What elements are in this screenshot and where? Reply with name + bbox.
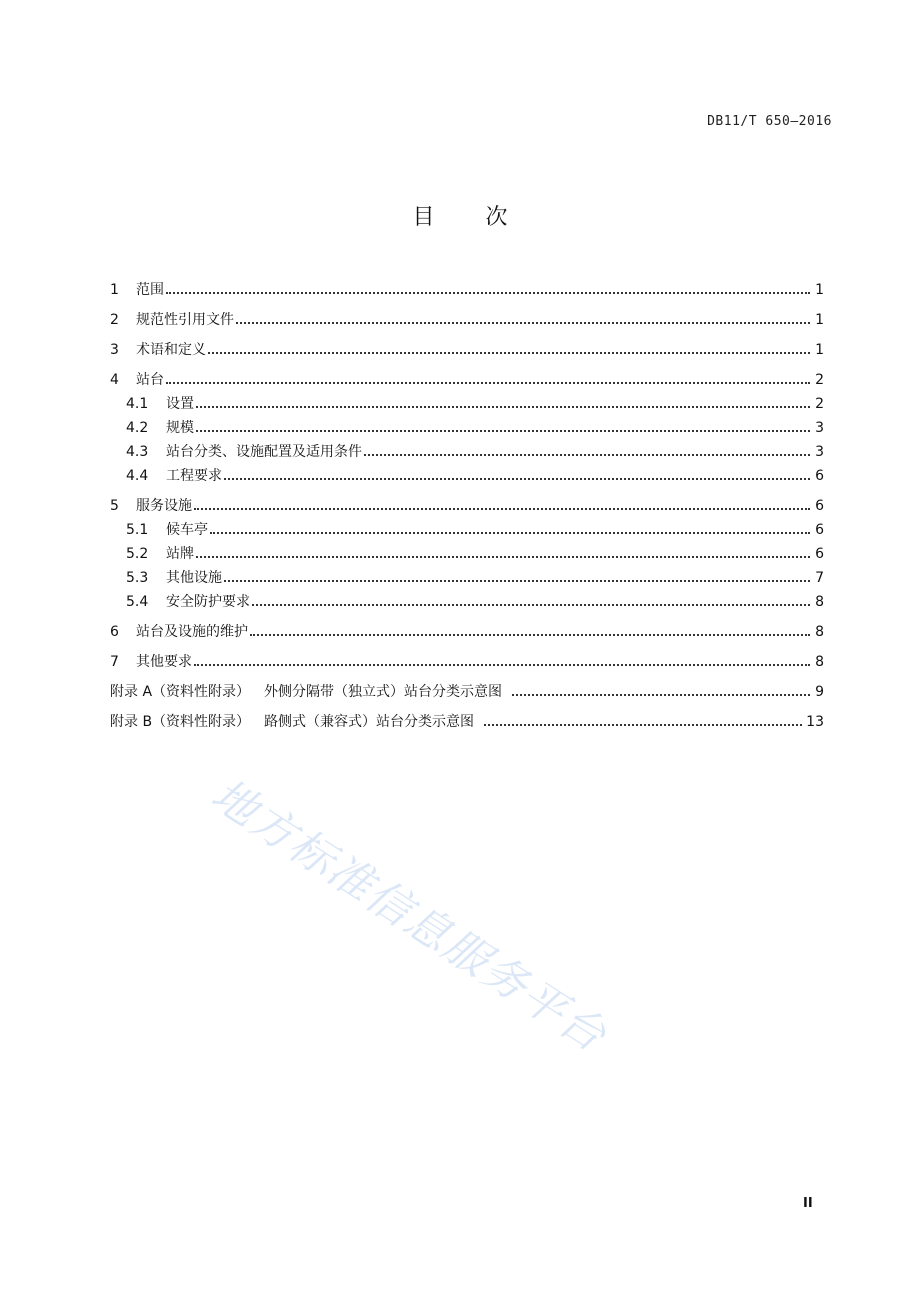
toc-label: 候车亭: [166, 522, 208, 538]
toc-number: 4.1: [126, 396, 149, 412]
toc-entry-appendix-a[interactable]: [110, 680, 824, 704]
leader-dots: [250, 634, 810, 636]
toc-entry-4[interactable]: [110, 368, 824, 392]
toc-entry-7[interactable]: [110, 650, 824, 674]
toc-page: 6: [815, 522, 824, 538]
leader-dots: [194, 664, 810, 666]
toc-number: 2: [110, 312, 119, 328]
toc-entry-4-2[interactable]: [110, 416, 824, 440]
toc-number: 5.1: [126, 522, 149, 538]
toc-page: 1: [815, 342, 824, 358]
toc-label: 其他设施: [166, 570, 222, 586]
toc-label: 规范性引用文件: [136, 312, 234, 328]
leader-dots: [196, 430, 810, 432]
toc-entry-4-3[interactable]: [110, 440, 824, 464]
appendix-prefix: 附录 B（资料性附录）: [110, 714, 251, 730]
toc-entry-5-3[interactable]: [110, 566, 824, 590]
toc-label: 服务设施: [136, 498, 192, 514]
toc-number: 5: [110, 498, 119, 514]
leader-dots: [252, 604, 810, 606]
toc-label: 其他要求: [136, 654, 192, 670]
toc-number: 5.2: [126, 546, 149, 562]
leader-dots: [196, 406, 810, 408]
toc-label: 站台: [136, 372, 164, 388]
toc-entry-5-1[interactable]: [110, 518, 824, 542]
page-number: II: [803, 1196, 813, 1211]
toc-number: 4.3: [126, 444, 149, 460]
leader-dots: [484, 724, 802, 726]
toc-page: 6: [815, 468, 824, 484]
toc-label: 范围: [136, 282, 164, 298]
toc-entry-2[interactable]: [110, 308, 824, 332]
toc-label: 术语和定义: [136, 342, 206, 358]
toc-page: 6: [815, 498, 824, 514]
toc-page: 7: [815, 570, 824, 586]
watermark: 地方标准信息服务平台: [202, 769, 616, 1063]
document-code: DB11/T 650—2016: [707, 114, 832, 129]
leader-dots: [208, 352, 810, 354]
toc-entry-5-4[interactable]: [110, 590, 824, 614]
toc-entry-5[interactable]: [110, 494, 824, 518]
toc-page: 8: [815, 654, 824, 670]
leader-dots: [166, 382, 810, 384]
toc-number: 4: [110, 372, 119, 388]
leader-dots: [166, 292, 810, 294]
toc-number: 1: [110, 282, 119, 298]
toc-page: 1: [815, 312, 824, 328]
toc-page: 6: [815, 546, 824, 562]
toc-label: 设置: [166, 396, 194, 412]
toc-page: 13: [806, 714, 824, 730]
toc-number: 7: [110, 654, 119, 670]
toc-page: 2: [815, 372, 824, 388]
toc-number: 4.2: [126, 420, 149, 436]
toc-entry-3[interactable]: [110, 338, 824, 362]
toc-page: 3: [815, 420, 824, 436]
toc-page: 9: [815, 684, 824, 700]
toc-number: 5.4: [126, 594, 149, 610]
leader-dots: [512, 694, 810, 696]
leader-dots: [364, 454, 810, 456]
leader-dots: [236, 322, 810, 324]
leader-dots: [210, 532, 810, 534]
toc-label: 规模: [166, 420, 194, 436]
leader-dots: [196, 556, 810, 558]
toc-number: 3: [110, 342, 119, 358]
leader-dots: [224, 580, 810, 582]
toc-page: 8: [815, 624, 824, 640]
toc-entry-4-1[interactable]: [110, 392, 824, 416]
toc-label: 路侧式（兼容式）站台分类示意图: [264, 714, 475, 730]
toc-entry-4-4[interactable]: [110, 464, 824, 488]
toc-label: 工程要求: [166, 468, 222, 484]
leader-dots: [194, 508, 810, 510]
toc-number: 4.4: [126, 468, 149, 484]
toc-entry-5-2[interactable]: [110, 542, 824, 566]
toc-number: 6: [110, 624, 119, 640]
toc-label: 站台分类、设施配置及适用条件: [166, 444, 362, 460]
toc-page: 1: [815, 282, 824, 298]
toc-page: 8: [815, 594, 824, 610]
appendix-prefix: 附录 A（资料性附录）: [110, 684, 251, 700]
toc-entry-6[interactable]: [110, 620, 824, 644]
page-title: 目 次: [412, 205, 530, 230]
leader-dots: [224, 478, 810, 480]
table-of-contents: [110, 278, 824, 734]
toc-page: 2: [815, 396, 824, 412]
toc-entry-1[interactable]: [110, 278, 824, 302]
toc-label: 安全防护要求: [166, 594, 250, 610]
toc-label: 站牌: [166, 546, 194, 562]
toc-label: 站台及设施的维护: [136, 624, 248, 640]
toc-entry-appendix-b[interactable]: [110, 710, 824, 734]
toc-page: 3: [815, 444, 824, 460]
toc-number: 5.3: [126, 570, 149, 586]
toc-label: 外侧分隔带（独立式）站台分类示意图: [264, 684, 503, 700]
